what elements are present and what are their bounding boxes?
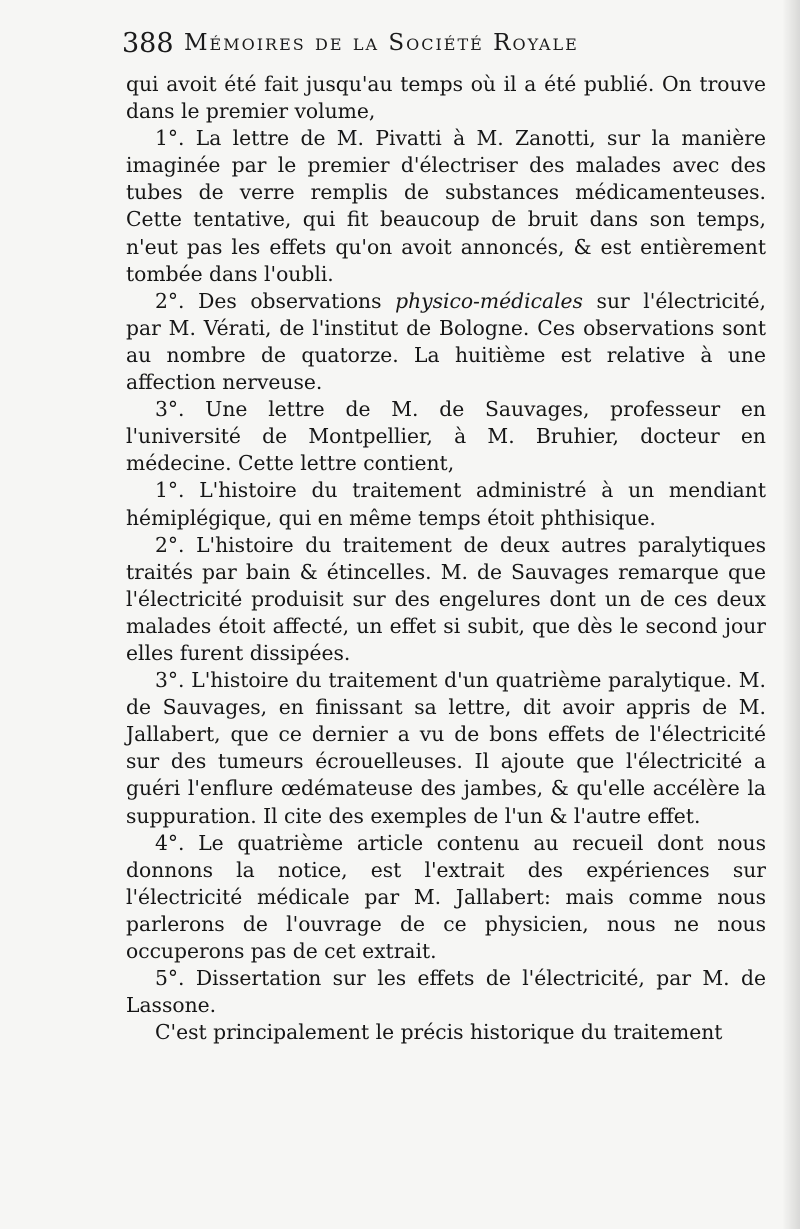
paragraph-intro: qui avoit été fait jusqu'au temps où il a été publié. On trouve dans le premier volume, — [126, 72, 766, 124]
paragraph-item-2 — [126, 288, 766, 396]
paragraph-item-5: 5°. Dissertation sur les effets de l'électricité, par M. de Lassone. — [126, 966, 766, 1018]
paragraph-closing: C'est principalement le précis historique du traitement — [155, 1020, 723, 1045]
paragraph-item-2-end: sur l'électricité, par M. Vérati, de l'institut de Bologne. Ces observations sont au nombre de quatorze. La huitième est relative à une affection nerveuse. — [126, 288, 766, 395]
italic-term: physico-médicales — [395, 288, 583, 313]
page-header — [122, 28, 762, 68]
paragraph-item-4: 4°. Le quatrième article contenu au recueil dont nous donnons la notice, est l'extrait des expériences sur l'électricité médicale par M. Jallabert: mais comme nous parlerons de l'ouvrage de ce physicien, nous ne nous occuperons pas de cet extrait. — [126, 830, 766, 963]
page-number: 388 — [122, 28, 174, 59]
paragraph-item-2-start: 2°. Des observations — [155, 288, 396, 313]
paragraph-item-3: 3°. Une lettre de M. de Sauvages, professeur en l'université de Montpellier, à M. Bruhier, docteur en médecine. Cette lettre contient, — [126, 397, 766, 476]
paragraph-sub-1: 1°. L'histoire du traitement administré à un mendiant hémiplégique, qui en même temps étoit phthisique. — [126, 478, 766, 530]
body-text — [126, 71, 766, 1046]
paragraph-item-1: 1°. La lettre de M. Pivatti à M. Zanotti, sur la manière imaginée par le premier d'électriser des malades avec des tubes de verre remplis de substances médicamenteuses. Cette tentative, qui fit beaucoup de bruit dans son temps, n'eut pas les effets qu'on avoit annoncés, & est entièrement tombée dans l'oubli. — [126, 126, 766, 286]
running-head: Mémoires de la Société Royale — [184, 30, 579, 56]
paragraph-sub-3: 3°. L'histoire du traitement d'un quatrième paralytique. M. de Sauvages, en finissant sa lettre, dit avoir appris de M. Jallabert, que ce dernier a vu de bons effets de l'électricité sur des tumeurs écrouelleuses. Il ajoute que l'électricité a guéri l'enflure œdémateuse des jambes, & qu'elle accélère la suppuration. Il cite des exemples de l'un & l'autre effet. — [126, 668, 766, 828]
paragraph-sub-2: 2°. L'histoire du traitement de deux autres paralytiques traités par bain & étincelles. M. de Sauvages remarque que l'électricité produisit sur des engelures dont un de ces deux malades étoit affecté, un effet si subit, que dès le second jour elles furent dissipées. — [126, 532, 766, 665]
page-edge-shadow — [782, 0, 800, 1229]
